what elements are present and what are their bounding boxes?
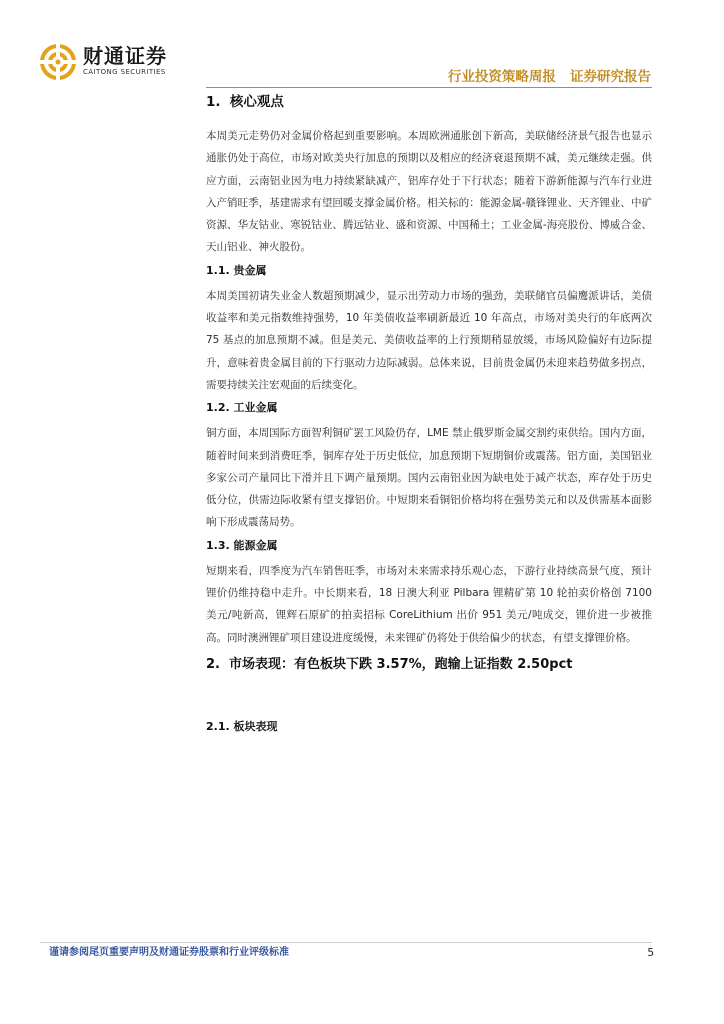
section-title-core-views: 1. 核心观点 — [206, 94, 284, 110]
section-title-market-performance: 2. 市场表现：有色板块下跌 3.57%，跑输上证指数 2.50pct — [206, 656, 573, 672]
caitong-logo-icon — [40, 44, 76, 80]
report-body — [206, 92, 652, 741]
section-title-precious-metals: 1.1. 贵金属 — [206, 263, 267, 277]
section-title-industrial-metals: 1.2. 工业金属 — [206, 401, 278, 415]
core-views-paragraph: 本周美元走势仍对金属价格起到重要影响。本周欧洲通胀创下新高，美联储经济景气报告也显示通胀仍处于高位，市场对欧美央行加息的预期以及相应的经济衰退预期不减，美元继续走强。供应方面，云南铝业因为电力持续紧缺减产，铝库存处于下行状态；随着下游新能源与汽车行业进入产销旺季，基建需求有望回暖支撑金属价格。相关标的：能源金属-赣锋锂业、天齐锂业、中矿资源、华友钴业、寒锐钴业、腾远钴业、盛和资源、中国稀土；工业金属-海亮股份、博威合金、天山铝业、神火股份。 — [206, 130, 652, 254]
brand-name: 财通证券 — [83, 44, 167, 68]
energy-metals-paragraph: 短期来看，四季度为汽车销售旺季，市场对未来需求持乐观心态，下游行业持续高景气度，预计锂价仍维持稳中走升。中长期来看，18 日澳大利亚 Pilbara 锂精矿第 10 轮拍卖价格创 7100 美元/吨新高，锂辉石原矿的拍卖招标 CoreLithium 出价 951 美元/吨成交，锂价进一步被推高。同时澳洲锂矿项目建设进度缓慢，未来锂矿仍将处于供给偏少的状态，有望支撑锂价格。 — [206, 564, 652, 644]
page-number: 5 — [647, 947, 654, 959]
footer-disclaimer-link[interactable]: 谨请参阅尾页重要声明及财通证券股票和行业评级标准 — [49, 947, 289, 958]
section-title-sector-performance: 2.1. 板块表现 — [206, 719, 278, 733]
page-header — [0, 0, 724, 96]
footer-divider — [40, 942, 652, 943]
section-title-energy-metals: 1.3. 能源金属 — [206, 538, 278, 552]
industrial-metals-paragraph: 铜方面，本周国际方面智利铜矿罢工风险仍存，LME 禁止俄罗斯金属交割约束供给。国内方面，随着时间来到消费旺季，铜库存处于历史低位，加息预期下短期铜价或震荡。铝方面，美国铝业多家公司产量同比下滑并且下调产量预期。国内云南铝业因为缺电处于减产状态，库存处于历史低分位，供需边际收紧有望支撑铝价。中短期来看铜铝价格均将在强势美元和以及供需基本面影响下形成震荡局势。 — [206, 427, 652, 529]
brand-name-english: CAITONG SECURITIES — [83, 68, 166, 76]
report-type-label: 行业投资策略周报 证券研究报告 — [447, 69, 651, 85]
precious-metals-paragraph: 本周美国初请失业金人数超预期减少，显示出劳动力市场的强劲，美联储官员偏鹰派讲话，美债收益率和美元指数维持强势，10 年美债收益率刷新最近 10 年高点，市场对美央行的年底两次 75 基点的加息预期不减。但是美元、美债收益率的上行预期稍显放缓，市场风险偏好有边际提升，意味着贵金属目前的下行驱动力边际减弱。总体来说，目前贵金属仍未迎来趋势做多拐点，需要持续关注宏观面的后续变化。 — [206, 289, 652, 391]
header-divider — [206, 87, 652, 88]
